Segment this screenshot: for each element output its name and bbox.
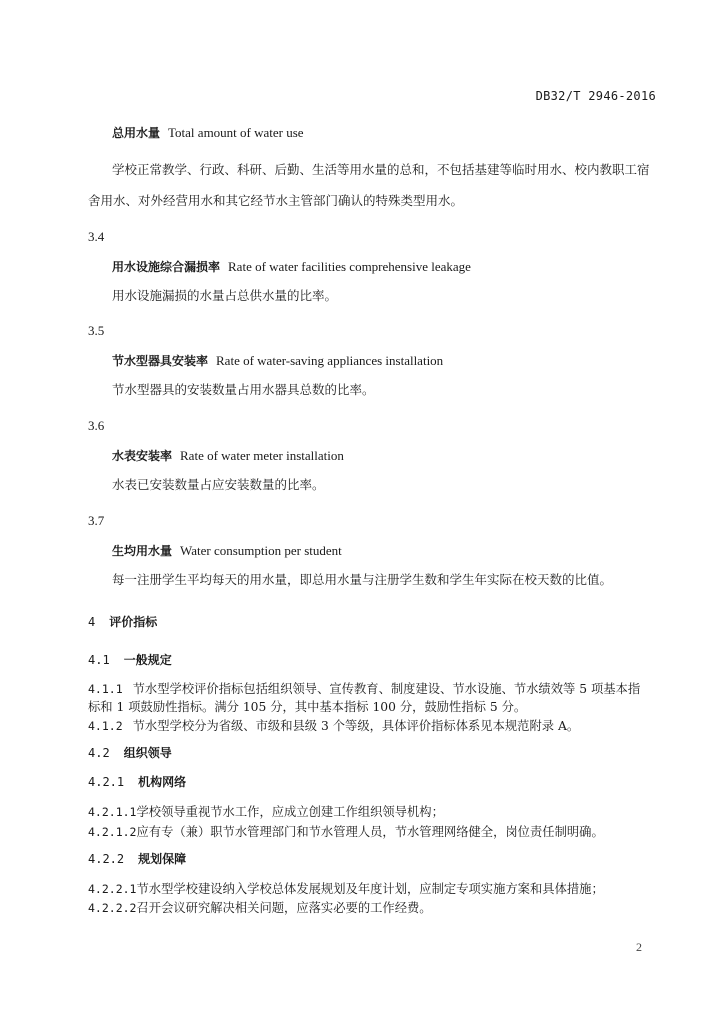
subsection-heading xyxy=(88,744,172,761)
subsubsection-title: 机构网络 xyxy=(138,775,187,789)
term-title-en: Rate of water facilities comprehensive leakage xyxy=(228,259,471,274)
term-title xyxy=(112,542,342,559)
subsection-number: 4.1 xyxy=(88,653,110,667)
term-title-zh: 生均用水量 xyxy=(112,544,173,558)
clause-text: 召开会议研究解决相关问题，应落实必要的工作经费。 xyxy=(136,901,432,915)
term-title-en: Total amount of water use xyxy=(168,125,304,140)
term-definition: 节水型器具的安装数量占用水器具总数的比率。 xyxy=(112,382,375,397)
subsection-heading xyxy=(88,651,172,668)
term-definition: 学校正常教学、行政、科研、后勤、生活等用水量的总和，不包括基建等临时用水、校内教职工宿 xyxy=(112,162,650,177)
clause-text: 节水型学校分为省级、市级和县级 3 个等级，具体评价指标体系见本规范附录 A。 xyxy=(132,719,580,733)
clause xyxy=(88,898,432,916)
clause-continuation: 标和 1 项鼓励性指标。满分 105 分，其中基本指标 100 分，鼓励性指标 5 分。 xyxy=(88,700,527,714)
section-heading xyxy=(88,613,157,630)
subsection-title: 组织领导 xyxy=(123,746,172,760)
subsubsection-heading xyxy=(88,850,186,867)
clause xyxy=(88,822,604,840)
term-definition: 水表已安装数量占应安装数量的比率。 xyxy=(112,477,325,492)
subsection-number: 4.2 xyxy=(88,746,110,760)
section-number: 4 xyxy=(88,615,96,629)
term-number: 3.5 xyxy=(88,323,105,338)
term-title xyxy=(112,124,304,141)
subsubsection-title: 规划保障 xyxy=(138,852,187,866)
term-title-en: Water consumption per student xyxy=(180,543,342,558)
term-title-en: Rate of water-saving appliances installation xyxy=(216,353,444,368)
page-number: 2 xyxy=(636,940,642,954)
standard-number: DB32/T 2946-2016 xyxy=(535,89,656,103)
term-title xyxy=(112,352,443,369)
term-number: 3.7 xyxy=(88,513,105,528)
clause-text: 节水型学校评价指标包括组织领导、宣传教育、制度建设、节水设施、节水绩效等 5 项基本指 xyxy=(132,682,641,696)
clause-text: 应有专（兼）职节水管理部门和节水管理人员，节水管理网络健全，岗位责任制明确。 xyxy=(136,825,604,839)
subsubsection-number: 4.2.1 xyxy=(88,775,125,789)
clause-number: 4.2.2.2 xyxy=(88,901,137,915)
section-title: 评价指标 xyxy=(109,615,158,629)
clause xyxy=(88,879,604,897)
term-definition: 用水设施漏损的水量占总供水量的比率。 xyxy=(112,288,338,303)
term-title-zh: 水表安装率 xyxy=(112,449,173,463)
term-title xyxy=(112,447,344,464)
clause xyxy=(88,716,579,734)
subsubsection-number: 4.2.2 xyxy=(88,852,125,866)
clause xyxy=(88,802,444,820)
term-definition: 每一注册学生平均每天的用水量，即总用水量与注册学生数和学生年实际在校天数的比值。 xyxy=(112,572,613,587)
subsubsection-heading xyxy=(88,773,186,790)
subsection-title: 一般规定 xyxy=(123,653,172,667)
clause-number: 4.2.2.1 xyxy=(88,882,137,896)
term-number: 3.6 xyxy=(88,418,105,433)
clause-number: 4.1.2 xyxy=(88,719,123,733)
term-title xyxy=(112,258,471,275)
clause-text: 节水型学校建设纳入学校总体发展规划及年度计划，应制定专项实施方案和具体措施； xyxy=(136,882,604,896)
clause-number: 4.2.1.2 xyxy=(88,825,137,839)
term-title-zh: 总用水量 xyxy=(112,126,161,140)
term-definition: 舍用水、对外经营用水和其它经节水主管部门确认的特殊类型用水。 xyxy=(88,193,464,208)
clause-text: 学校领导重视节水工作，应成立创建工作组织领导机构； xyxy=(136,805,444,819)
clause-number: 4.1.1 xyxy=(88,682,123,696)
clause xyxy=(88,679,640,697)
term-number: 3.4 xyxy=(88,229,105,244)
term-title-en: Rate of water meter installation xyxy=(180,448,344,463)
term-title-zh: 用水设施综合漏损率 xyxy=(112,260,221,274)
clause-number: 4.2.1.1 xyxy=(88,805,137,819)
term-title-zh: 节水型器具安装率 xyxy=(112,354,209,368)
